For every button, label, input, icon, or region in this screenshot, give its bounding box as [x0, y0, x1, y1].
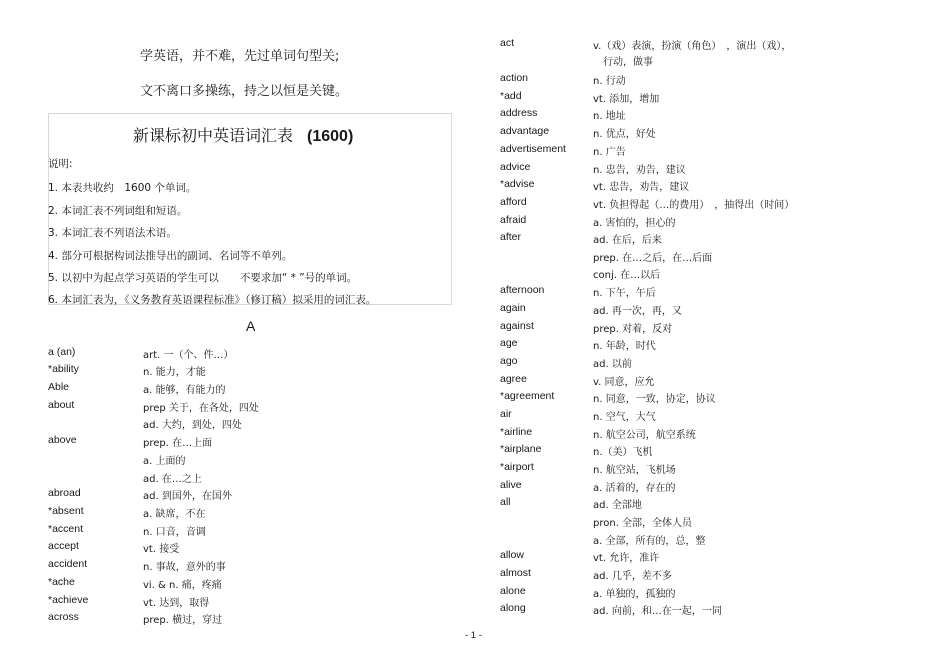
entry-word: *advise	[500, 178, 535, 190]
entry-word: again	[500, 302, 526, 314]
entry-word: *ability	[48, 363, 79, 375]
entry-def: a. 上面的	[143, 456, 186, 467]
section-letter: A	[246, 318, 256, 334]
entry-def: ad. 大约，到处，四处	[143, 420, 242, 431]
entry-def: vt. 允许，准许	[593, 553, 660, 564]
entry-def: v.（戏）表演，扮演（角色） ，演出（戏），	[593, 41, 792, 52]
entry-word: alive	[500, 479, 522, 491]
entry-def: v. 同意，应允	[593, 377, 655, 388]
entry-word: Able	[48, 381, 70, 393]
entry-def: ad. 在后，后来	[593, 235, 662, 246]
entry-def: ad. 全部地	[593, 500, 642, 511]
note-3: 3. 本词汇表不列语法术语。	[48, 227, 177, 239]
entry-def: a. 全部，所有的，总，整	[593, 536, 706, 547]
entry-word: act	[500, 37, 515, 49]
entry-word: afford	[500, 196, 527, 208]
entry-def: vt. 添加，增加	[593, 94, 660, 105]
quote-line-2: 文不离口多操练，持之以恒是关键。	[140, 84, 349, 99]
entry-def: art. 一（个、件…）	[143, 350, 234, 361]
note-5: 5. 以初中为起点学习英语的学生可以 不要求加“ * ”号的单词。	[48, 272, 358, 284]
entry-def: pron. 全部，全体人员	[593, 518, 693, 529]
entry-def: 行动，做事	[593, 57, 653, 68]
entry-word: advice	[500, 161, 531, 173]
entry-word: *airplane	[500, 443, 542, 455]
entry-def: ad. 几乎，差不多	[593, 571, 672, 582]
entry-word: *ache	[48, 576, 75, 588]
entry-def: ad. 再一次，再，又	[593, 306, 682, 317]
entry-def: prep. 横过，穿过	[143, 615, 223, 626]
entry-word: about	[48, 399, 75, 411]
entry-def: vt. 负担得起（…的费用） ，抽得出（时间）	[593, 200, 795, 211]
entry-word: afternoon	[500, 284, 545, 296]
entry-word: after	[500, 231, 522, 243]
entry-word: *airline	[500, 426, 533, 438]
note-4: 4. 部分可根据构词法推导出的副词、名词等不单列。	[48, 250, 293, 262]
entry-word: action	[500, 72, 529, 84]
entry-word: above	[48, 434, 77, 446]
entry-def: n. 下午，午后	[593, 288, 656, 299]
entry-def: n. 优点，好处	[593, 129, 656, 140]
entry-def: a. 害怕的，担心的	[593, 218, 676, 229]
entry-def: n. 地址	[593, 111, 626, 122]
entry-def: n. 口音，音调	[143, 527, 206, 538]
entry-def: n. 航空站，飞机场	[593, 465, 676, 476]
note-6: 6. 本词汇表为，《义务教育英语课程标准》（修订稿）拟采用的词汇表。	[48, 294, 377, 306]
entry-word: *add	[500, 90, 522, 102]
entry-def: n. 行动	[593, 76, 626, 87]
title-count: (1600)	[307, 128, 354, 145]
entry-word: accept	[48, 540, 79, 552]
entry-def: n. 同意，一致，协定，协议	[593, 394, 716, 405]
entry-word: *agreement	[500, 390, 555, 402]
entry-word: across	[48, 611, 79, 623]
entry-def: a. 活着的，存在的	[593, 483, 676, 494]
entry-def: n. 忠告，劝告，建议	[593, 165, 686, 176]
entry-word: against	[500, 320, 534, 332]
entry-word: allow	[500, 549, 524, 561]
entry-def: n. 年龄，时代	[593, 341, 656, 352]
entry-def: vt. 忠告，劝告，建议	[593, 182, 690, 193]
entry-def: ad. 到国外，在国外	[143, 491, 232, 502]
entry-word: air	[500, 408, 512, 420]
entry-def: n. 航空公司，航空系统	[593, 430, 696, 441]
entry-def: a. 能够，有能力的	[143, 385, 226, 396]
entry-def: n. 能力，才能	[143, 367, 206, 378]
entry-def: n.（美）飞机	[593, 447, 653, 458]
note-2: 2. 本词汇表不列词组和短语。	[48, 205, 188, 217]
quote-line-1: 学英语，并不难，先过单词句型关;	[140, 49, 340, 64]
page-title	[133, 123, 353, 146]
entry-def: vt. 达到，取得	[143, 598, 210, 609]
entry-word: *airport	[500, 461, 534, 473]
entry-word: *achieve	[48, 594, 89, 606]
entry-def: vi. & n. 痛，疼痛	[143, 580, 222, 591]
entry-def: a. 单独的，孤独的	[593, 589, 676, 600]
entry-def: conj. 在…以后	[593, 270, 661, 281]
title-text: 新课标初中英语词汇表	[133, 126, 294, 145]
intro-label: 说明:	[48, 158, 73, 170]
page-number: - 1 -	[465, 630, 482, 641]
entry-word: alone	[500, 585, 526, 597]
entry-word: along	[500, 602, 526, 614]
entry-def: prep. 对着，反对	[593, 324, 673, 335]
entry-word: abroad	[48, 487, 81, 499]
entry-word: *accent	[48, 523, 84, 535]
entry-def: prep. 在…上面	[143, 438, 213, 449]
entry-word: ago	[500, 355, 518, 367]
entry-word: advertisement	[500, 143, 566, 155]
entry-def: vt. 接受	[143, 544, 180, 555]
entry-def: n. 空气，大气	[593, 412, 656, 423]
entry-word: address	[500, 107, 538, 119]
entry-def: ad. 在…之上	[143, 474, 202, 485]
entry-word: all	[500, 496, 511, 508]
entry-word: accident	[48, 558, 88, 570]
entry-def: n. 事故，意外的事	[143, 562, 226, 573]
entry-word: *absent	[48, 505, 84, 517]
entry-word: age	[500, 337, 518, 349]
note-1: 1. 本表共收约 1600 个单词。	[48, 182, 197, 194]
entry-def: ad. 向前，和…在一起，一同	[593, 606, 722, 617]
entry-def: n. 广告	[593, 147, 626, 158]
entry-word: afraid	[500, 214, 527, 226]
entry-def: a. 缺席，不在	[143, 509, 206, 520]
entry-word: almost	[500, 567, 531, 579]
entry-def: prep. 在…之后，在…后面	[593, 253, 713, 264]
entry-word: a (an)	[48, 346, 76, 358]
entry-word: advantage	[500, 125, 550, 137]
entry-def: ad. 以前	[593, 359, 632, 370]
entry-def: prep 关于，在各处，四处	[143, 403, 259, 414]
entry-word: agree	[500, 373, 527, 385]
